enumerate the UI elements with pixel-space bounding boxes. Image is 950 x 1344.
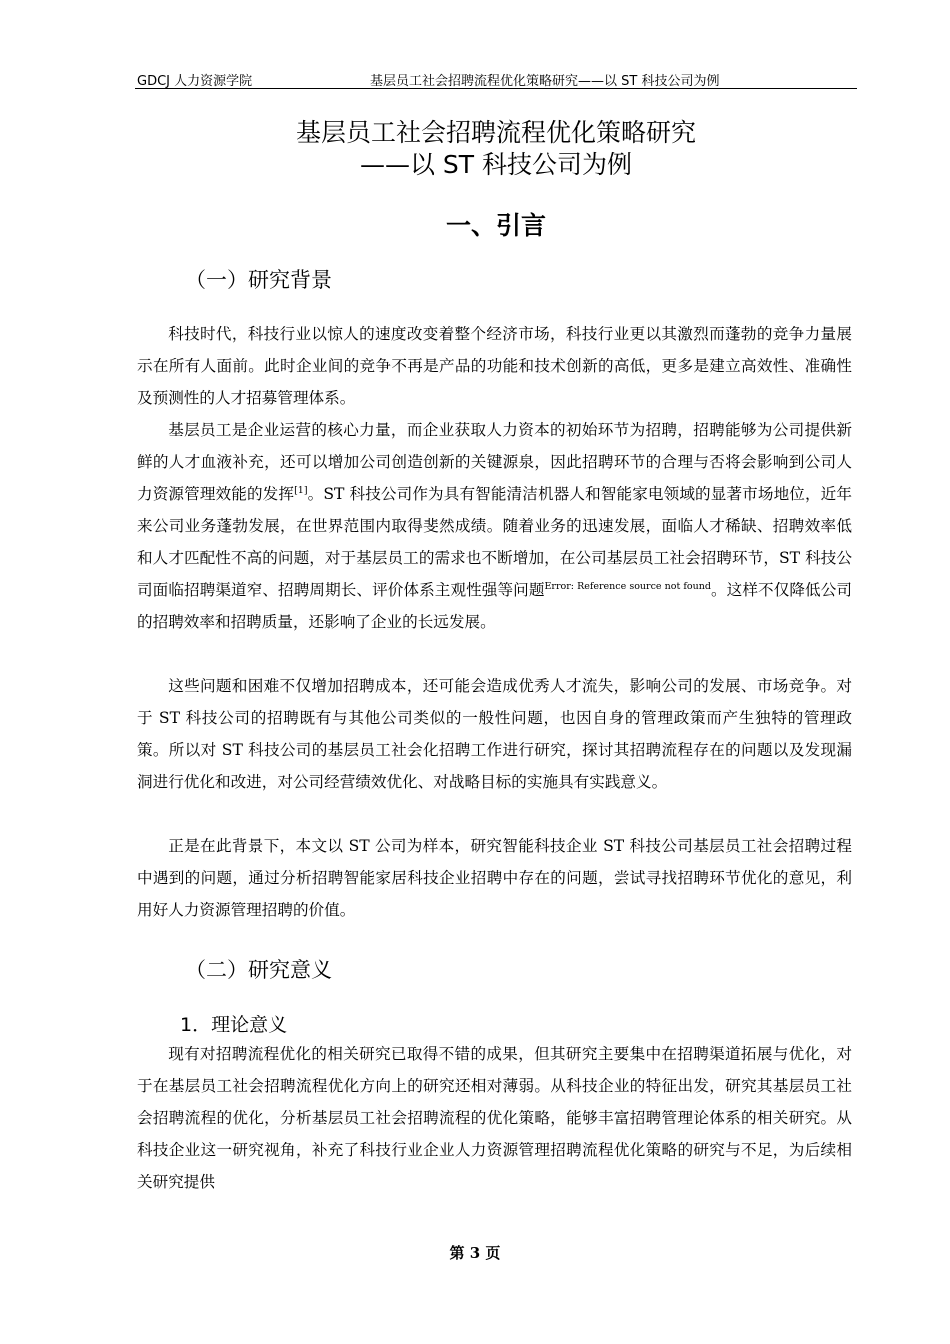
- reference-error: Error: Reference source not found: [544, 580, 711, 592]
- paper-title: 基层员工社会招聘流程优化策略研究: [295, 118, 696, 147]
- page-header: [135, 70, 857, 89]
- paragraph-text: 基层员工是企业运营的核心力量，而企业获取人力资本的初始环节为招聘，招聘能够为公司提供新鲜的人才血液补充，还可以增加公司创造创新的关键源泉，因此招聘环节的合理与否将会影响到公司人力资源管理效能的发挥: [137, 421, 852, 503]
- paragraph: 现有对招聘流程优化的相关研究已取得不错的成果，但其研究主要集中在招聘渠道拓展与优化，对于在基层员工社会招聘流程优化方向上的研究还相对薄弱。从科技企业的特征出发，研究其基层员工社会招聘流程的优化，分析基层员工社会招聘流程的优化策略，能够丰富招聘管理论体系的相关研究。从科技企业这一研究视角，补充了科技行业企业人力资源管理招聘流程优化策略的研究与不足，为后续相关研究提供: [137, 1045, 852, 1191]
- header-right: 基层员工社会招聘流程优化策略研究——以 ST 科技公司为例: [370, 74, 720, 89]
- paragraph-with-citations: [137, 414, 852, 638]
- paragraph: 科技时代，科技行业以惊人的速度改变着整个经济市场，科技行业更以其激烈而蓬勃的竞争力量展示在所有人面前。此时企业间的竞争不再是产品的功能和技术创新的高低，更多是建立高效性、准确性及预测性的人才招募管理体系。: [137, 325, 852, 407]
- header-left: GDCJ 人力资源学院: [137, 74, 253, 89]
- subsection-heading-significance: （二）研究意义: [185, 958, 332, 982]
- paragraph-text: 。这样不仅降低公司的招聘效率和招聘质量，还影响了企业的长远发展。: [137, 581, 852, 631]
- subsubsection-heading: 1．理论意义: [180, 1014, 288, 1036]
- citation-ref: [1]: [294, 484, 308, 496]
- paragraph: 这些问题和困难不仅增加招聘成本，还可能会造成优秀人才流失，影响公司的发展、市场竞争。对于 ST 科技公司的招聘既有与其他公司类似的一般性问题，也因自身的管理政策而产生独特的管理政策。所以对 ST 科技公司的基层员工社会化招聘工作进行研究，探讨其招聘流程存在的问题以及发现漏洞进行优化和改进，对公司经营绩效优化、对战略目标的实施具有实践意义。: [137, 677, 852, 791]
- section-heading: 一、引言: [445, 211, 546, 240]
- paragraph: 正是在此背景下，本文以 ST 公司为样本，研究智能科技企业 ST 科技公司基层员工社会招聘过程中遇到的问题，通过分析招聘智能家居科技企业招聘中存在的问题，尝试寻找招聘环节优化的意见，利用好人力资源管理招聘的价值。: [137, 837, 852, 919]
- paragraph-text: 。ST 科技公司作为具有智能清洁机器人和智能家电领域的显著市场地位，近年来公司业务蓬勃发展，在世界范围内取得斐然成绩。随着业务的迅速发展，面临人才稀缺、招聘效率低和人才匹配性不高的问题，对于基层员工的需求也不断增加，在公司基层员工社会招聘环节，ST 科技公司面临招聘渠道窄、招聘周期长、评价体系主观性强等问题: [137, 485, 852, 599]
- paper-subtitle: ——以 ST 科技公司为例: [359, 150, 633, 179]
- page-number: 第 3 页: [449, 1244, 501, 1262]
- subsection-heading-background: （一）研究背景: [185, 268, 332, 292]
